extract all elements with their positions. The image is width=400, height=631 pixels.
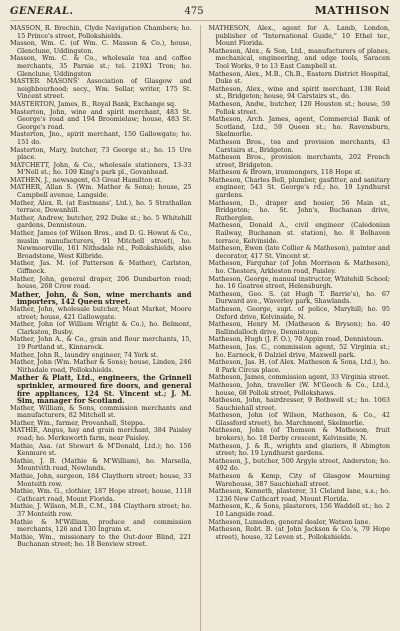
running-head: MATHISON (314, 4, 390, 17)
directory-entry: Matheson, Arch. James, agent, Commercial Bank of Scotland, Ltd., 59 Queen st.; ho. Ravensburn, Skelmorlie. (208, 115, 390, 139)
directory-entry: Mather, John, general draper, 206 Dumbarton road; house, 268 Crow road. (10, 274, 192, 291)
directory-entry: Mathie, J. B. (Mathie & M'William), ho. Marsella, Mountvith road, Newlands. (10, 456, 192, 473)
directory-entry: Mathie, John, surgeon, 184 Claythorn street; house, 33 Monteith row. (10, 472, 192, 488)
directory-entry: Matheson, K., & Sons, plasterers, 156 Waddell st.; ho. 2 10 Langside road. (208, 502, 390, 518)
directory-entry: Mather, William, & Sons, commission merchants and manufacturers, 82 Mitchell st. (10, 403, 192, 420)
directory-entry: Masterton, Jno., spirit merchant, 150 Gallowgate; ho. 151 do. (10, 130, 192, 146)
column-divider (200, 25, 201, 631)
directory-entry: Matheson, Charles Bell, plumber, gasfitter, and sanitary engineer, 543 St. George's rd.; ho. 19 Lyndhurst gardens. (208, 175, 390, 200)
directory-entry: Matheson, J. & R., wrights and glaziers, 8 Abington street; ho. 19 Lyndhurst gardens. (208, 441, 390, 458)
directory-entry: MATHESON, Alex., agent for A. Lamb, London, publisher of "International Guide," 10 Ethel ter., Mount Florida. (208, 25, 390, 48)
directory-entry: Mather, Jas. M. (of Patterson & Mather), Carlston, Giffnock. (10, 259, 192, 275)
directory-entry: Matheson, D., draper and hosier, 56 Main st., Bridgeton; ho. St. John's, Buchanan drive, Rutherglen. (208, 198, 390, 222)
directory-entry: MATCHETT, John, & Co., wholesale stationers, 13-33 M'Nell st.; ho. 109 King's park pl., Govanhead. (10, 160, 192, 177)
directory-entry: Mathie, Asa. (at Stewart & M'Donald, Ltd.); ho. 156 Kenmure st. (10, 441, 192, 458)
directory-entry: Matheson, Hugh (J. F. O.), 70 Appin road, Dennistoun. (208, 335, 384, 344)
directory-entry: Matheson, James, commission agent, 33 Virginia street. (208, 373, 390, 382)
directory-entry: Matheson, Kenneth, plasterer, 31 Cleland lane, s.s.; ho. 1236 New Cathcart road, Mount Florida. (208, 487, 390, 503)
directory-entry: Mather, John, & Son, wine merchants and importers, 142 Queen street. (10, 289, 192, 307)
directory-entry: Matheson, Lumsden, general dealer, Watson lane. (208, 517, 371, 526)
directory-entry: Matheson Bros., tea and provision merchants, 43 Carstairs st., Bridgeton. (208, 137, 390, 154)
directory-entry: Mather, John (Wm. Mather & Sons); house, Linden, 246 Nithsdale road, Pollokshields. (10, 358, 192, 374)
directory-entry: Masson, Wm. C. (of Wm. C. Masson & Co.), house, Glenclune, Uddingston. (10, 39, 192, 55)
directory-entry: Matheson, J., butcher, 500 Argyle street, Anderston; ho. 492 do. (208, 456, 390, 473)
directory-entry: Matheson, Jas. H. (of Alex. Matheson & Sons, Ltd.), ho. 8 Park Circus place. (208, 358, 390, 374)
directory-entry: Mathie & M'William, produce and commission merchants, 126 and 130 Ingram st. (10, 517, 192, 534)
directory-entry: Matheson, Henry M. (Matheson & Bryson); ho. 40 Ballindalloch drive, Dennistoun. (208, 320, 390, 336)
directory-entry: Matheson, George, supt. of police, Maryhill; ho. 95 Oxford drive, Kelvinside, N. (208, 304, 390, 321)
directory-entry: Mather, John R., laundry engineer, 74 York st. (10, 350, 159, 359)
section-title: GENERAL. (10, 6, 74, 17)
directory-entry: Masterton, John, wine and spirit merchant, 483 St. George's road and 194 Broomielaw; house, 483 St. George's road. (10, 107, 192, 131)
directory-entry: Matheson Bros., provision merchants, 202 French street, Bridgeton. (208, 153, 390, 169)
directory-entry: Matheson, Jas. C., commission agent, 52 Virginia st.; ho. Earnock, 6 Dalziel drive, Maxwell park. (208, 342, 390, 359)
directory-entry: Matheson, Alex., M.B., Ch.B., Eastern District Hospital, Duke st. (208, 69, 390, 86)
directory-entry: Matheson, Robt. B. (at John Jackson & Co.'s, 79 Hope street), house, 32 Leven st., Pollokshields. (208, 525, 390, 541)
directory-entry: Mathie, J. Wilson, M.B., C.M., 184 Claythorn street; ho. 37 Monteith row. (10, 502, 192, 518)
left-column (10, 25, 192, 631)
right-column (209, 25, 391, 631)
columns (10, 25, 390, 631)
directory-entry: Matheson, Alex., & Son, Ltd., manufacturers of planes, mechanical, engineering, and edge tools, Saracen Tool Works, 9 to 13 East Campbell st. (208, 46, 390, 70)
directory-entry: MASTER MASONS' Association of Glasgow and neighbourhood; secy., Wm. Sellar, writer, 175 St. Vincent street. (10, 77, 192, 101)
directory-entry: Matheson, Geo. S. (at Hugh T. Barrie's), ho. 67 Durward ave., Waverley park, Shawlands. (208, 289, 390, 306)
directory-entry: Matheson, John (of Wilson, Matheson, & Co., 42 Glassford street), ho. Marchmont, Skelmorlie. (208, 411, 390, 427)
directory-entry: Matheson, John (of Thomson & Matheson, fruit brokers), ho. 18 Derby crescent, Kelvinside, N. (208, 426, 390, 443)
directory-entry: Mather, James (of Wilson Bros., and D. G. Howat & Co., muslin manufacturers, 91 Mitchell street), ho. Newmoorville, 161 Nithsdale rd., Pollokshields, also Broadstone, West Kilbride. (10, 229, 192, 260)
directory-entry: MATHEN, J., newsagent, 63 Great Hamilton st. (10, 175, 163, 184)
directory-entry: Matheson, John, traveller (W. M'Geoch & Co., Ltd.), house, 68 Pollok street, Pollokshaws. (208, 380, 390, 397)
directory-entry: Mather, John A., & Co., grain and flour merchants, 15, 19 Portland st., Kinnarock. (10, 335, 192, 351)
directory-entry: MATHIE, Angus, hay and grain merchant, 384 Paisley road; ho. Merksworth farm, near Paisley. (10, 426, 192, 443)
directory-entry: Matheson, Andw., butcher, 120 Houston st.; house, 59 Pollok street. (208, 99, 390, 116)
directory-entry: Mather & Platt, Ltd., engineers, the Grinnell sprinkler, armoured fire doors, and general fire appliances, 124 St. Vincent st.; J. M. Sim, manager for Scotland. (10, 373, 192, 406)
directory-entry: Matheson, George, manual instructor, Whitehill School; ho. 16 Goatree street, Helensburgh. (208, 274, 390, 291)
directory-entry: Mather, Andrew, butcher, 292 Duke st.; ho. 5 Whitehill gardens, Dennistoun. (10, 213, 192, 230)
page-number: 475 (184, 6, 204, 17)
directory-entry: Matheson, John, hairdresser, 9 Bothwell st.; ho. 1063 Sauchiehall street. (208, 396, 390, 412)
directory-entry: Mather, John, wholesale butcher, Meat Market, Moore street; house, 421 Gallowgate. (10, 304, 192, 321)
directory-entry: Matheson, Farquhar (of John Morrison & Matheson), ho. Chesters, Arkleston road, Paisley. (208, 259, 390, 275)
directory-entry: Mather, Alex. R. (at Eastmans', Ltd.), ho. 5 Strathallan terrace, Dowanhill. (10, 198, 192, 215)
directory-entry: Matheson, Ewen (late Collier & Matheson), painter and decorator, 417 St. Vincent st. (208, 244, 390, 260)
directory-entry: Matheson, Donald A., civil engineer (Caledonian Railway, Buchanan st. station), ho. 8 Belhaven terrace, Kelvinside. (208, 221, 390, 245)
directory-entry: Mather, Wm., farmer, Provanhall, Steppa. (10, 418, 146, 427)
directory-entry: Matheson & Brown, ironmongers, 118 Hope st. (208, 168, 363, 177)
directory-entry: MATHER, Allan S. (Wm. Mather & Sons); house, 25 Campbell avenue, Langside. (10, 183, 192, 200)
directory-entry: Mathie, Wm., missionary to the Out-door Blind, 221 Buchanan street; ho. 18 Benview street. (10, 532, 192, 549)
directory-entry: Mathie, Wm. G., clothier, 187 Hope street; house, 1118 Cathcart road, Mount Florida. (10, 487, 192, 503)
directory-entry: Mather, John (of William Wright & Co.), ho. Belmont, Clarkston, Busby. (10, 320, 192, 336)
directory-entry: Matheson & Kemp, City of Glasgow Mourning Warehouse, 387 Sauchiehall street. (208, 472, 390, 488)
page-header (10, 4, 390, 21)
directory-entry: Masson, Wm. C. & Co., wholesale tea and coffee merchants, 35 Parnie st.; tel. 219X1 Tron; ho. Glenclune, Uddingston (10, 54, 192, 78)
directory-entry: Matheson, Alex., wine and spirit merchant, 138 Reid st., Bridgeton; house, 94 Carstairs st., do. (208, 84, 390, 101)
directory-entry: MASSON, R. Brechin, Clyde Navigation Chambers; ho. 15 Prince's street, Pollokshields. (10, 25, 192, 40)
directory-entry: Masterton, Mary, butcher, 73 George st.; ho. 15 Ure place. (10, 145, 192, 162)
directory-entry: MASTERTON, James, B., Royal Bank, Exchange sq. (10, 99, 177, 108)
